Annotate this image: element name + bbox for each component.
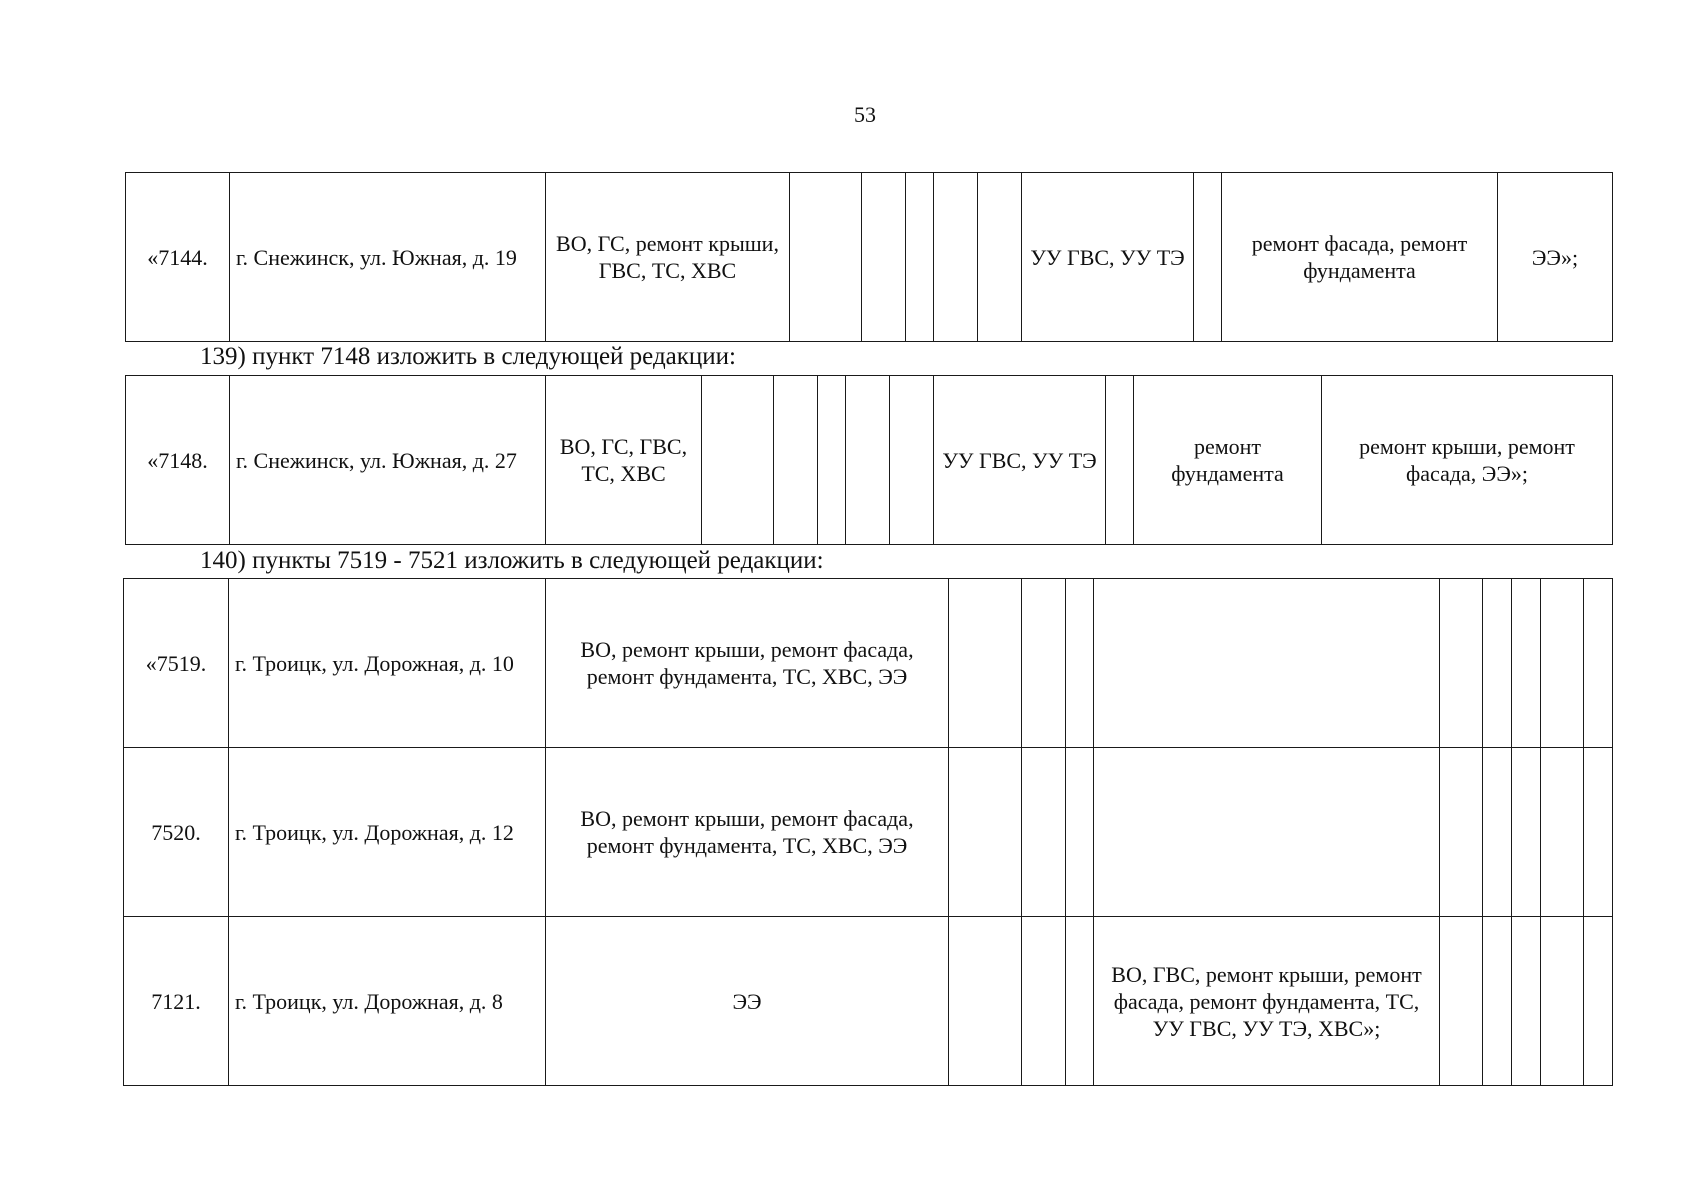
item-number: «7144. — [126, 173, 230, 342]
empty-cell — [1541, 917, 1584, 1086]
item-address: г. Троицк, ул. Дорожная, д. 10 — [229, 579, 546, 748]
empty-cell — [1512, 917, 1541, 1086]
table-item-7144 — [125, 172, 1613, 342]
empty-cell — [949, 917, 1022, 1086]
item-address: г. Троицк, ул. Дорожная, д. 8 — [229, 917, 546, 1086]
empty-cell — [774, 376, 818, 545]
empty-cell — [862, 173, 906, 342]
empty-cell — [1022, 748, 1066, 917]
empty-cell — [846, 376, 890, 545]
works-column-a: ВО, ГС, ремонт крыши, ГВС, ТС, ХВС — [546, 173, 790, 342]
empty-cell — [1584, 917, 1613, 1086]
works-column-b — [1094, 748, 1440, 917]
empty-cell — [1022, 579, 1066, 748]
page-number: 53 — [854, 102, 876, 127]
empty-cell — [1440, 748, 1483, 917]
empty-cell — [1440, 579, 1483, 748]
empty-cell — [1483, 748, 1512, 917]
empty-cell — [790, 173, 862, 342]
empty-cell — [818, 376, 846, 545]
item-address: г. Снежинск, ул. Южная, д. 19 — [230, 173, 546, 342]
works-column-a: ВО, ГС, ГВС, ТС, ХВС — [546, 376, 702, 545]
empty-cell — [949, 579, 1022, 748]
empty-cell — [1440, 917, 1483, 1086]
amendment-caption-139: 139) пункт 7148 изложить в следующей редакции: — [200, 343, 736, 370]
works-column-c: ремонт фундамента — [1134, 376, 1322, 545]
item-number: 7520. — [124, 748, 229, 917]
empty-cell — [1512, 579, 1541, 748]
table-row — [126, 173, 1613, 342]
table-items-7519-7521 — [123, 578, 1613, 1086]
empty-cell — [978, 173, 1022, 342]
works-column-a: ВО, ремонт крыши, ремонт фасада, ремонт фундамента, ТС, ХВС, ЭЭ — [546, 748, 949, 917]
table-row — [126, 376, 1613, 545]
empty-cell — [1541, 579, 1584, 748]
works-column-a: ВО, ремонт крыши, ремонт фасада, ремонт фундамента, ТС, ХВС, ЭЭ — [546, 579, 949, 748]
empty-cell — [1541, 748, 1584, 917]
works-column-d: ЭЭ»; — [1498, 173, 1613, 342]
empty-cell — [1022, 917, 1066, 1086]
empty-cell — [949, 748, 1022, 917]
empty-cell — [934, 173, 978, 342]
works-column-a: ЭЭ — [546, 917, 949, 1086]
empty-cell — [1584, 748, 1613, 917]
works-column-b: УУ ГВС, УУ ТЭ — [1022, 173, 1194, 342]
empty-cell — [906, 173, 934, 342]
table-row — [124, 748, 1613, 917]
empty-cell — [890, 376, 934, 545]
item-number: «7519. — [124, 579, 229, 748]
item-number: 7121. — [124, 917, 229, 1086]
empty-cell — [1066, 579, 1094, 748]
empty-cell — [1584, 579, 1613, 748]
empty-cell — [1106, 376, 1134, 545]
works-column-d: ремонт крыши, ремонт фасада, ЭЭ»; — [1322, 376, 1613, 545]
item-address: г. Троицк, ул. Дорожная, д. 12 — [229, 748, 546, 917]
item-address: г. Снежинск, ул. Южная, д. 27 — [230, 376, 546, 545]
item-number: «7148. — [126, 376, 230, 545]
table-item-7148 — [125, 375, 1613, 545]
works-column-b — [1094, 579, 1440, 748]
table-row — [124, 579, 1613, 748]
empty-cell — [1194, 173, 1222, 342]
empty-cell — [1512, 748, 1541, 917]
empty-cell — [702, 376, 774, 545]
works-column-b: ВО, ГВС, ремонт крыши, ремонт фасада, ремонт фундамента, ТС, УУ ГВС, УУ ТЭ, ХВС»; — [1094, 917, 1440, 1086]
empty-cell — [1066, 917, 1094, 1086]
works-column-b: УУ ГВС, УУ ТЭ — [934, 376, 1106, 545]
empty-cell — [1483, 579, 1512, 748]
empty-cell — [1066, 748, 1094, 917]
amendment-caption-140: 140) пункты 7519 - 7521 изложить в следующей редакции: — [200, 547, 824, 574]
empty-cell — [1483, 917, 1512, 1086]
table-row — [124, 917, 1613, 1086]
works-column-c: ремонт фасада, ремонт фундамента — [1222, 173, 1498, 342]
